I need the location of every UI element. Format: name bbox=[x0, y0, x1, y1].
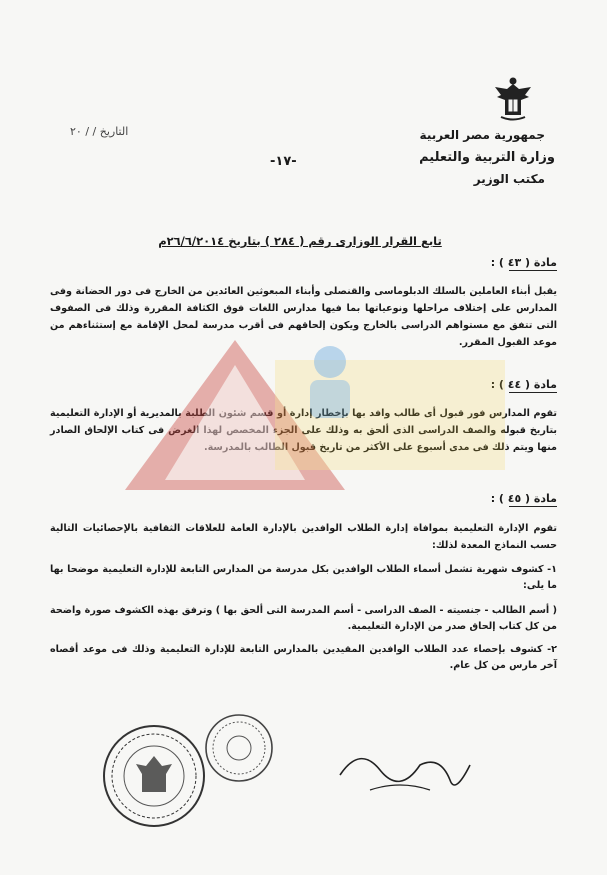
decree-title: تابع القرار الوزارى رقم ( ٢٨٤ ) بتاريخ ٢٦/٦/٢٠١٤م bbox=[158, 234, 442, 248]
list-item-1-details: ( أسم الطالب - جنسيته - الصف الدراسى - أسم المدرسة التى ألحق بها ) وترفق بهذه الكشوف صورة واضحة من كل كتاب إلحاق صدر من الإدارة التعليمية. bbox=[50, 605, 557, 632]
header-country: جمهورية مصر العربية bbox=[419, 128, 545, 142]
article-44-text: تقوم المدارس فور قبول أى طالب وافد بها بإخطار إدارة أو قسم شئون الطلبة بالمديرية أو الإدارة التعليمية بتاريخ قبوله والصف الدراسى الذى ألحق به وذلك على الجزء المخصص لهذا الغرض فى كتاب الإلحاق الصادر منها ويتم ذلك فى مدى أسبوع على الأكثر من تاريخ قبول الطالب بالمدرسة. bbox=[50, 408, 557, 453]
article-43-heading: مادة ( ٤٣ ) : bbox=[490, 256, 557, 269]
date-line: التاريخ / / ٢٠ bbox=[70, 125, 129, 138]
ministry-seal-stamp bbox=[100, 722, 208, 830]
article-44-heading: مادة ( ٤٤ ) : bbox=[490, 378, 557, 391]
secondary-seal-stamp bbox=[203, 712, 275, 784]
header-ministry: وزارة التربية والتعليم bbox=[419, 150, 555, 165]
article-45-heading: مادة ( ٤٥ ) : bbox=[490, 492, 557, 505]
egypt-eagle-emblem-icon bbox=[493, 75, 533, 123]
header-office: مكتب الوزير bbox=[473, 172, 545, 186]
handwritten-signature bbox=[330, 735, 480, 805]
article-43-text: يقبل أبناء العاملين بالسلك الدبلوماسى والقنصلى وأبناء المبعوثين العائدين من الخارج فى دور الحضانة وفى المدارس على إختلاف مراحلها ونوعياتها بما فيها مدارس اللغات فوق الكثافة المقررة وذلك فى الصفوف التى تتفق مع مستواهم الدراسى بالخارج ويكون إلحاقهم فى أقرب مدرسة لمحل الإقامة مع إستثناءهم من موعد القبول المقرر. bbox=[50, 286, 557, 348]
page-number: -١٧- bbox=[270, 154, 297, 169]
list-item-2: ٢- كشوف بإحصاء عدد الطلاب الوافدين المقيدين بالمدارس التابعة للإدارة التعليمية وذلك فى موعد أقصاه آخر مارس من كل عام. bbox=[50, 644, 557, 671]
article-45-text: تقوم الإدارة التعليمية بموافاة إدارة الطلاب الوافدين بالإدارة العامة للعلاقات الثقافية بالإحصائيات التالية حسب النماذج المعدة لذلك: bbox=[50, 523, 557, 551]
list-item-1: ١- كشوف شهرية تشمل أسماء الطلاب الوافدين بكل مدرسة من المدارس التابعة للإدارة التعليمية موضحا بها ما يلى: bbox=[50, 564, 557, 591]
